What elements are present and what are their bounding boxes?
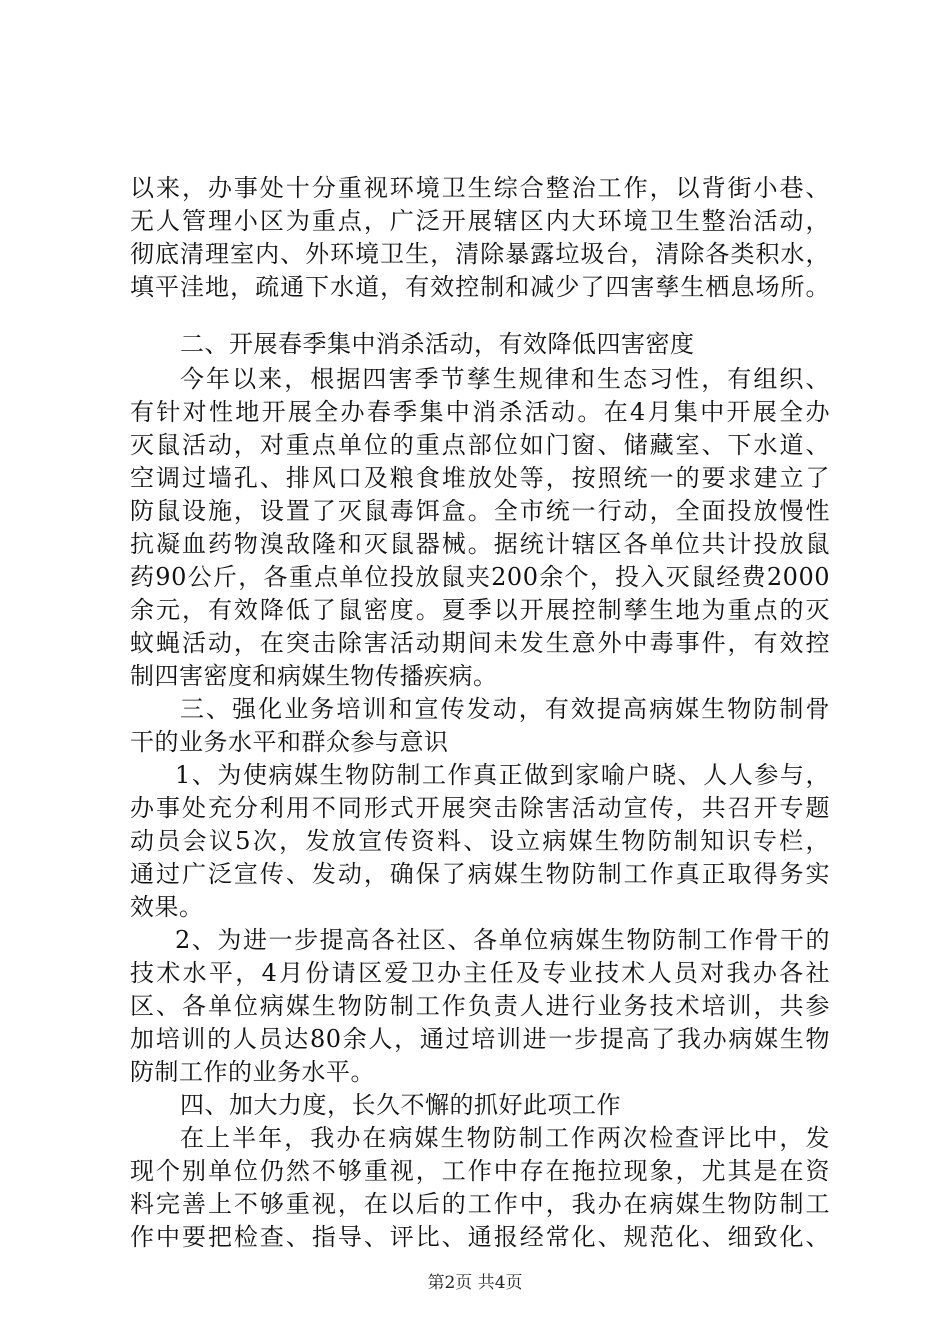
section-heading: 四、加大力度，长久不懈的抓好此项工作 (180, 1091, 621, 1119)
text-line: 无人管理小区为重点，广泛开展辖区内大环境卫生整治活动， (130, 207, 830, 235)
text-line: 防鼠设施，设置了灭鼠毒饵盒。全市统一行动，全面投放慢性 (130, 497, 830, 525)
text-line: 技术水平，4月份请区爱卫办主任及专业技术人员对我办各社 (130, 959, 830, 987)
text-line: 彻底清理室内、外环境卫生，清除暴露垃圾台，清除各类积水， (130, 240, 830, 268)
text-line: 在上半年，我办在病媒生物防制工作两次检查评比中，发 (180, 1124, 830, 1152)
text-line: 办事处充分利用不同形式开展突击除害活动宣传，共召开专题 (130, 794, 830, 822)
text-line: 2、为进一步提高各社区、各单位病媒生物防制工作骨干的 (175, 926, 830, 954)
text-line: 以来，办事处十分重视环境卫生综合整治工作，以背街小巷、 (130, 174, 830, 202)
text-line: 1、为使病媒生物防制工作真正做到家喻户晓、人人参与， (175, 761, 830, 789)
section-heading: 三、强化业务培训和宣传发动，有效提高病媒生物防制骨 (180, 695, 830, 723)
text-line: 料完善上不够重视，在以后的工作中，我办在病媒生物防制工 (130, 1190, 830, 1218)
text-line: 加培训的人员达80余人，通过培训进一步提高了我办病媒生物 (130, 1025, 830, 1053)
text-line: 灭鼠活动，对重点单位的重点部位如门窗、储藏室、下水道、 (130, 431, 830, 459)
text-line: 今年以来，根据四害季节孳生规律和生态习性，有组织、 (180, 365, 830, 393)
text-line: 效果。 (130, 893, 204, 921)
text-line: 填平洼地，疏通下水道，有效控制和减少了四害孳生栖息场所。 (130, 273, 830, 301)
section-heading: 二、开展春季集中消杀活动，有效降低四害密度 (180, 330, 695, 358)
text-line: 余元，有效降低了鼠密度。夏季以开展控制孳生地为重点的灭 (130, 596, 830, 624)
text-line: 现个别单位仍然不够重视，工作中存在拖拉现象，尤其是在资 (130, 1157, 830, 1185)
text-line: 区、各单位病媒生物防制工作负责人进行业务技术培训，共参 (130, 992, 830, 1020)
page-footer: 第2页 共4页 (427, 1273, 523, 1293)
text-line: 药90公斤，各重点单位投放鼠夹200余个，投入灭鼠经费2000 (130, 563, 830, 591)
text-line: 制四害密度和病媒生物传播疾病。 (130, 662, 498, 690)
text-line: 作中要把检查、指导、评比、通报经常化、规范化、细致化、 (130, 1223, 830, 1251)
text-line: 通过广泛宣传、发动，确保了病媒生物防制工作真正取得务实 (130, 860, 830, 888)
text-line: 有针对性地开展全办春季集中消杀活动。在4月集中开展全办 (130, 398, 830, 426)
text-line: 空调过墙孔、排风口及粮食堆放处等，按照统一的要求建立了 (130, 464, 830, 492)
text-line: 蚊蝇活动，在突击除害活动期间未发生意外中毒事件，有效控 (130, 629, 830, 657)
text-line: 抗凝血药物溴敌隆和灭鼠器械。据统计辖区各单位共计投放鼠 (130, 530, 830, 558)
section-heading: 干的业务水平和群众参与意识 (130, 728, 449, 756)
text-line: 防制工作的业务水平。 (130, 1058, 375, 1086)
text-line: 动员会议5次，发放宣传资料、设立病媒生物防制知识专栏， (130, 827, 830, 855)
